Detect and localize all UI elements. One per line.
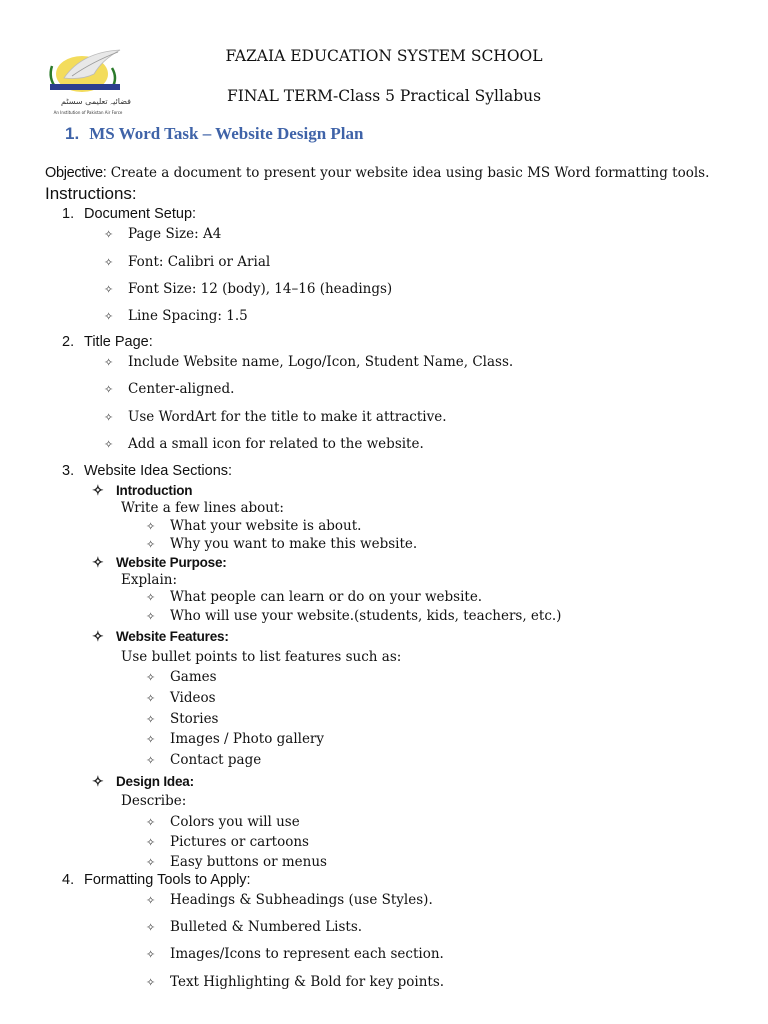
diamond-bullet-icon: ✧ — [146, 713, 156, 726]
diamond-bullet-icon: ✧ — [104, 283, 114, 296]
diamond-bullet-icon: ✧ — [104, 256, 114, 269]
subsection-introduction: ✧ Introduction — [92, 482, 193, 498]
svg-text:ﻓﻀﺎﺋﯿﮧ ﺗﻌﻠﯿﻤﯽ ﺳﺴﭩﻢ: ﻓﻀﺎﺋﯿﮧ ﺗﻌﻠﯿﻤﯽ ﺳﺴﭩﻢ — [61, 97, 131, 106]
subsection-design: ✧ Design Idea: — [92, 773, 194, 789]
diamond-bullet-icon: ✧ — [104, 411, 114, 424]
list-item: ✧ What people can learn or do on your website. — [146, 589, 483, 605]
list-item: ✧ Who will use your website.(students, kids, teachers, etc.) — [146, 608, 562, 624]
diamond-bullet-icon: ✧ — [146, 733, 156, 746]
subsection-features: ✧ Website Features: — [92, 628, 229, 644]
list-item: ✧ Headings & Subheadings (use Styles). — [146, 892, 433, 908]
list-item: ✧ Videos — [146, 690, 216, 706]
list-item: ✧ Easy buttons or menus — [146, 854, 327, 870]
term-title: FINAL TERM-Class 5 Practical Syllabus — [226, 87, 542, 105]
list-item: ✧ Colors you will use — [146, 814, 300, 830]
list-item: ✧ Images/Icons to represent each section. — [146, 946, 444, 962]
section-number: 3. — [62, 463, 75, 479]
task-title: MS Word Task – Website Design Plan — [89, 124, 364, 143]
school-name: FAZAIA EDUCATION SYSTEM SCHOOL — [225, 47, 543, 65]
subsection-lead: Write a few lines about: — [121, 500, 284, 516]
list-item: ✧ Use WordArt for the title to make it attractive. — [104, 409, 447, 425]
diamond-bullet-icon: ✧ — [146, 671, 156, 684]
subsection-lead: Explain: — [121, 572, 178, 588]
diamond-bullet-icon: ✧ — [146, 921, 156, 934]
list-item: ✧ Include Website name, Logo/Icon, Student Name, Class. — [104, 354, 514, 370]
section-1-heading — [62, 206, 196, 222]
list-item: ✧ Font: Calibri or Arial — [104, 254, 271, 270]
list-item: ✧ Line Spacing: 1.5 — [104, 308, 248, 324]
diamond-bullet-icon: ✧ — [104, 438, 114, 451]
diamond-bullet-icon: ✧ — [92, 628, 104, 644]
subsection-lead: Describe: — [121, 793, 187, 809]
diamond-bullet-icon: ✧ — [92, 482, 104, 498]
diamond-bullet-icon: ✧ — [146, 754, 156, 767]
section-number: 1. — [62, 206, 75, 222]
list-item: ✧ Text Highlighting & Bold for key points. — [146, 974, 445, 990]
list-item: ✧ Add a small icon for related to the website. — [104, 436, 424, 452]
objective-label: Objective: — [45, 165, 107, 181]
section-3-heading — [62, 463, 232, 479]
diamond-bullet-icon: ✧ — [104, 356, 114, 369]
section-2-heading — [62, 334, 153, 350]
list-item: ✧ Page Size: A4 — [104, 226, 222, 242]
list-item: ✧ Why you want to make this website. — [146, 536, 418, 552]
objective — [45, 165, 709, 181]
diamond-bullet-icon: ✧ — [146, 538, 156, 551]
diamond-bullet-icon: ✧ — [104, 228, 114, 241]
section-title: Formatting Tools to Apply: — [84, 872, 251, 888]
list-item: ✧ Games — [146, 669, 217, 685]
diamond-bullet-icon: ✧ — [146, 836, 156, 849]
diamond-bullet-icon: ✧ — [146, 591, 156, 604]
diamond-bullet-icon: ✧ — [104, 383, 114, 396]
list-item: ✧ What your website is about. — [146, 518, 362, 534]
subsection-lead: Use bullet points to list features such as: — [121, 649, 402, 665]
list-item: ✧ Contact page — [146, 752, 262, 768]
diamond-bullet-icon: ✧ — [146, 610, 156, 623]
instructions-label: Instructions: — [45, 184, 137, 203]
diamond-bullet-icon: ✧ — [146, 976, 156, 989]
section-4-heading — [62, 872, 251, 888]
section-title: Title Page: — [84, 334, 153, 350]
section-title: Website Idea Sections: — [84, 463, 233, 479]
diamond-bullet-icon: ✧ — [146, 692, 156, 705]
diamond-bullet-icon: ✧ — [146, 816, 156, 829]
diamond-bullet-icon: ✧ — [92, 773, 104, 789]
section-number: 4. — [62, 872, 75, 888]
section-number: 2. — [62, 334, 75, 350]
list-item: ✧ Font Size: 12 (body), 14–16 (headings) — [104, 281, 393, 297]
subsection-purpose: ✧ Website Purpose: — [92, 554, 227, 570]
diamond-bullet-icon: ✧ — [92, 554, 104, 570]
task-heading — [65, 124, 363, 144]
list-item: ✧ Center-aligned. — [104, 381, 235, 397]
diamond-bullet-icon: ✧ — [146, 856, 156, 869]
list-item: ✧ Stories — [146, 711, 219, 727]
list-item: ✧ Images / Photo gallery — [146, 731, 325, 747]
diamond-bullet-icon: ✧ — [104, 310, 114, 323]
task-number: 1. — [65, 124, 80, 143]
list-item: ✧ Pictures or cartoons — [146, 834, 309, 850]
diamond-bullet-icon: ✧ — [146, 948, 156, 961]
list-item: ✧ Bulleted & Numbered Lists. — [146, 919, 363, 935]
diamond-bullet-icon: ✧ — [146, 520, 156, 533]
diamond-bullet-icon: ✧ — [146, 894, 156, 907]
svg-text:An Institution of Pakistan Air: An Institution of Pakistan Air Force — [53, 110, 123, 115]
objective-text: Create a document to present your website idea using basic MS Word formatting tools. — [110, 165, 710, 181]
section-title: Document Setup: — [84, 206, 197, 222]
